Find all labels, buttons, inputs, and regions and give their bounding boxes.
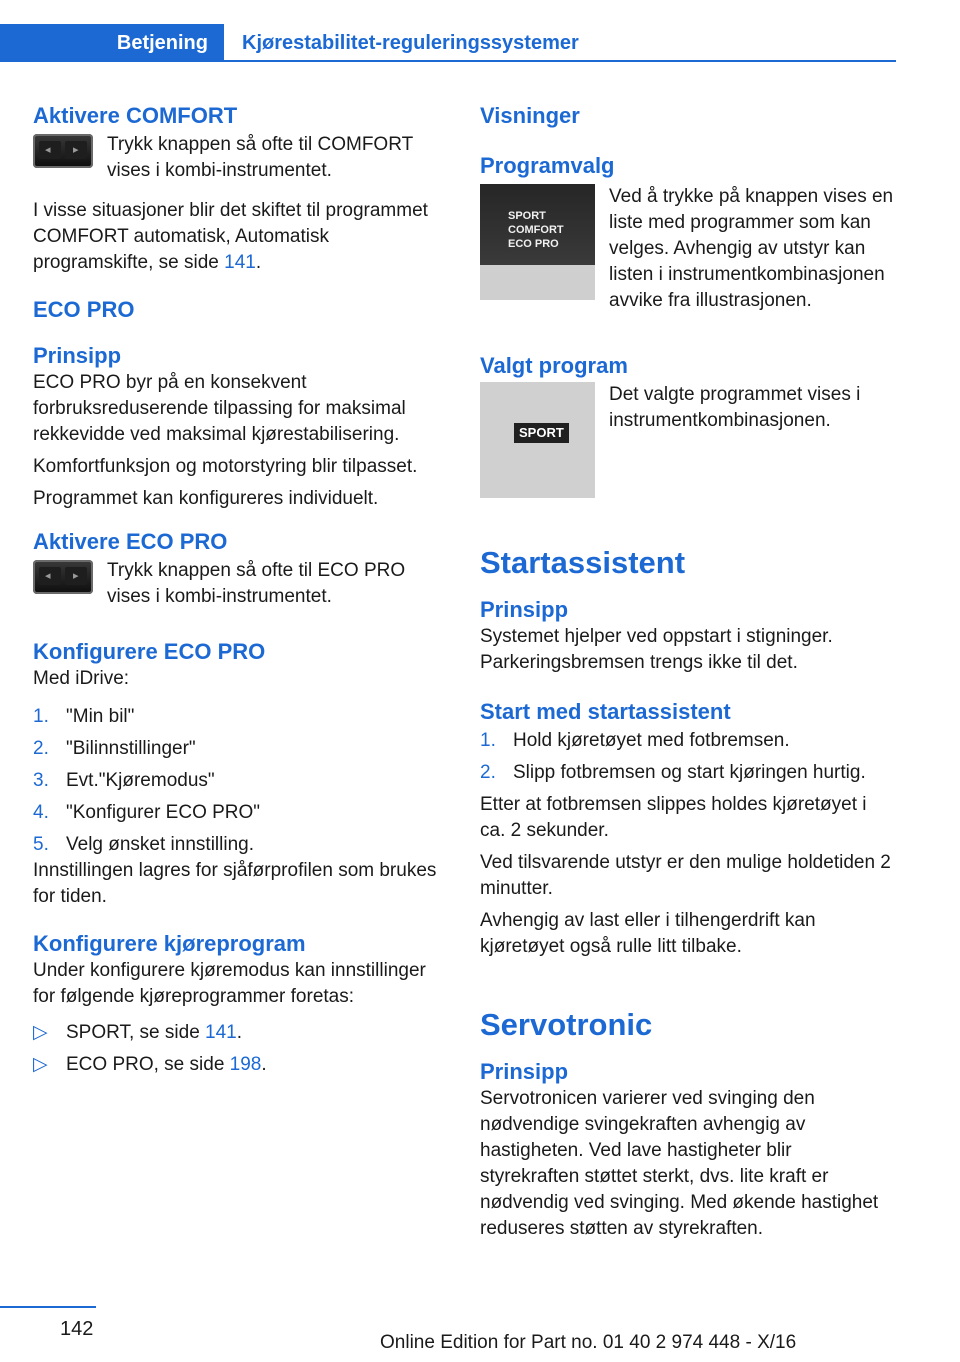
list-item: 5. Velg ønsket innstilling. (33, 834, 254, 855)
page-link[interactable]: 141 (205, 1022, 237, 1043)
activate-eco-heading: Aktivere ECO PRO (33, 529, 228, 554)
start-p1: Etter at fotbremsen slippes holdes kjøretøyet i ca. 2 sekunder. (480, 794, 867, 841)
comfort-instruction (33, 132, 451, 184)
left-column (33, 100, 451, 1084)
list-item: 4. "Konfigurer ECO PRO" (33, 802, 261, 823)
right-column (480, 100, 896, 1242)
footer-rule (0, 1306, 96, 1308)
eco-pro-heading: ECO PRO (33, 297, 135, 322)
program-select-block (480, 184, 896, 314)
list-item: 3. Evt."Kjøremodus" (33, 770, 215, 791)
eco-instruction (33, 558, 451, 610)
servo-principle-heading: Prinsipp (480, 1059, 569, 1084)
selected-program-heading: Valgt program (480, 353, 628, 378)
start-assist-heading: Startassistent (480, 545, 686, 580)
steps-list (33, 704, 451, 858)
selected-program-text: Det valgte programmet vises i instrumentkombinasjonen. (609, 384, 861, 431)
program-select-heading: Programvalg (480, 153, 615, 178)
start-principle-heading: Prinsipp (480, 597, 569, 622)
activate-eco-text: Trykk knappen så ofte til ECO PRO vises i kombi-instrumentet. (107, 560, 406, 607)
program-menu-display-image (480, 184, 595, 300)
principle-p2: Komfortfunksjon og motorstyring blir tilpasset. (33, 456, 418, 477)
menu-item: ECO PRO (508, 238, 559, 250)
displays-heading: Visninger (480, 103, 580, 128)
menu-item: SPORT (508, 210, 546, 222)
program-list (33, 1020, 451, 1078)
configure-eco-heading: Konfigurere ECO PRO (33, 639, 266, 664)
principle-p3: Programmet kan konfigureres individuelt. (33, 488, 379, 509)
config-program-text: Under konfigurere kjøremodus kan innstillinger for følgende kjøreprogrammer foretas: (33, 960, 426, 1007)
page-link[interactable]: 141 (224, 252, 256, 273)
start-principle-text: Systemet hjelper ved oppstart i stigninger. Parkeringsbremsen trengs ikke til det. (480, 626, 833, 673)
comfort-heading: Aktivere COMFORT (33, 103, 238, 128)
program-select-text: Ved å trykke på knappen vises en liste med programmer som kan velges. Avhengig av utstyr kan listen i instrumentkombinasjonen avvike fra illustrasjonen. (609, 186, 894, 311)
servotronic-heading: Servotronic (480, 1007, 653, 1042)
servo-text: Servotronicen varierer ved svinging den nødvendige svingekraften avhengig av hastigheten. Ved lave hastigheter blir styrekraften støttet sterkt, dvs. lite kraft er nødvendig ved svinging. Med økende hastighet reduseres støtten av styrekraften. (480, 1088, 879, 1239)
principle-heading: Prinsipp (33, 343, 122, 368)
start-p3: Avhengig av last eller i tilhengerdrift kan kjøretøyet også rulle litt tilbake. (480, 910, 816, 957)
edition-text: Online Edition for Part no. 01 40 2 974 448 - X/16 (380, 1332, 797, 1353)
mode-button-icon: ◂ ▸ (33, 560, 93, 594)
header-rule (0, 60, 896, 62)
page-number: 142 (60, 1318, 94, 1340)
start-steps-list (480, 728, 896, 786)
menu-item: COMFORT (508, 224, 564, 236)
selected-program-block (480, 382, 896, 498)
start-p2: Ved tilsvarende utstyr er den mulige holdetiden 2 minutter. (480, 852, 891, 899)
start-with-heading: Start med startassistent (480, 699, 731, 724)
comfort-text: Trykk knappen så ofte til COMFORT vises i kombi-instrumentet. (107, 134, 413, 181)
sport-badge: SPORT (514, 423, 569, 443)
config-program-heading: Konfigurere kjøreprogram (33, 931, 306, 956)
idrive-text: Med iDrive: (33, 668, 130, 689)
list-item: 2. Slipp fotbremsen og start kjøringen hurtig. (480, 762, 866, 783)
list-item: 2. "Bilinnstillinger" (33, 738, 196, 759)
principle-p1: ECO PRO byr på en konsekvent forbruksreduserende tilpassing for maksimal rekkevidde ved maksimal kjørestabilisering. (33, 372, 406, 445)
mode-button-icon: ◂ ▸ (33, 134, 93, 168)
selected-program-display-image (480, 382, 595, 498)
auto-switch-text: I visse situasjoner blir det skiftet til programmet COMFORT automatisk, Automatisk programskifte, se side 141. (33, 200, 428, 273)
saved-text: Innstillingen lagres for sjåførprofilen som brukes for tiden. (33, 860, 437, 907)
header-tab: Betjening (0, 24, 224, 62)
header-section-title: Kjørestabilitet-reguleringssystemer (242, 32, 579, 54)
list-item: ▷ ECO PRO, se side 198. (33, 1054, 267, 1075)
page-link[interactable]: 198 (229, 1054, 262, 1075)
list-item: 1. Hold kjøretøyet med fotbremsen. (480, 730, 790, 751)
list-item: ▷ SPORT, se side 141. (33, 1022, 243, 1043)
list-item: 1. "Min bil" (33, 706, 135, 727)
